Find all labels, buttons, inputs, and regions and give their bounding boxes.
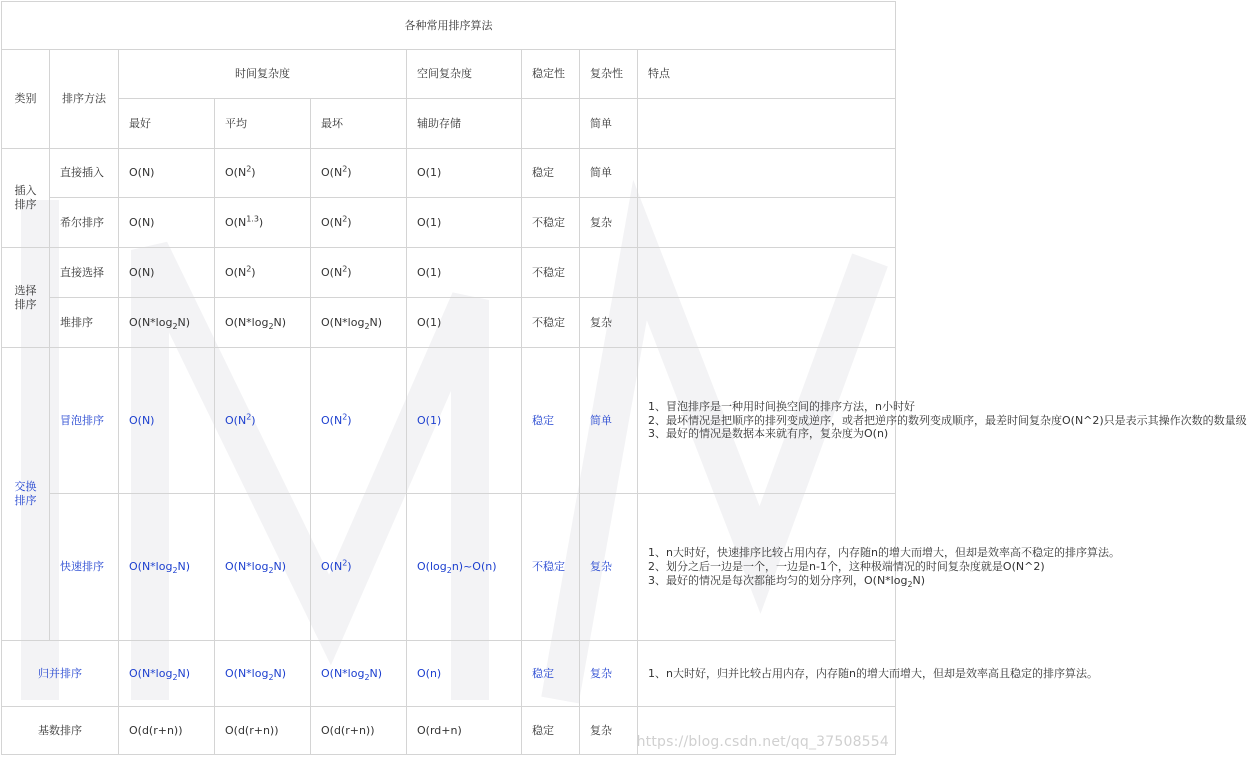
method-cell: 归并排序	[2, 641, 119, 707]
watermark-text: https://blog.csdn.net/qq_37508554	[636, 734, 889, 750]
complexity-cell: 复杂	[580, 298, 638, 348]
space-cell: O(1)	[407, 348, 522, 494]
complexity-cell: 简单	[580, 348, 638, 494]
average-cell: $O(N^2)$	[215, 348, 311, 494]
feature-note: 1、n大时好，快速排序比较占用内存，内存随n的增大而增大，但却是效率高不稳定的排序算法。	[648, 546, 1120, 560]
space-cell: O(1)	[407, 298, 522, 348]
space-cell: O(1)	[407, 198, 522, 248]
space-cell: O(1)	[407, 248, 522, 298]
complexity-cell: 简单	[580, 149, 638, 198]
group-exchange	[2, 348, 50, 641]
header-time: 时间复杂度	[119, 50, 407, 99]
features-cell	[638, 494, 1120, 641]
complexity-cell: 复杂	[580, 494, 638, 641]
header-space: 空间复杂度	[407, 50, 522, 99]
group-label: 排序	[14, 494, 37, 507]
table-row	[2, 494, 896, 641]
space-cell: O(rd+n)	[407, 707, 522, 755]
method-cell: 快速排序	[50, 494, 119, 641]
features-cell	[638, 149, 896, 198]
features-cell	[638, 298, 896, 348]
worst-cell: $O(N^2)$	[311, 149, 407, 198]
table-row	[2, 198, 896, 248]
table-title: 各种常用排序算法	[2, 2, 896, 50]
method-cell: 冒泡排序	[50, 348, 119, 494]
features-cell	[638, 348, 1247, 494]
group-label: 排序	[14, 297, 37, 311]
group-label: 交换	[14, 480, 37, 494]
stability-cell: 稳定	[522, 707, 580, 755]
stability-cell: 稳定	[522, 348, 580, 494]
space-cell: O(1)	[407, 149, 522, 198]
worst-cell: $O(N^2)$	[311, 348, 407, 494]
method-cell: 基数排序	[2, 707, 119, 755]
best-cell: O(d(r+n))	[119, 707, 215, 755]
sorting-algorithms-table	[1, 1, 1247, 755]
best-cell: O(N)	[119, 149, 215, 198]
features-cell	[638, 641, 1098, 707]
worst-cell: $O(N^2)$	[311, 248, 407, 298]
group-label: 选择	[14, 283, 37, 297]
header-average: 平均	[215, 99, 311, 149]
group-label: 插入	[14, 184, 37, 198]
table-row	[2, 348, 896, 494]
header-features: 特点	[638, 50, 896, 99]
header-complexity-sub: 简单	[580, 99, 638, 149]
features-cell	[638, 248, 896, 298]
group-label: 排序	[14, 198, 37, 211]
space-cell: O(n)	[407, 641, 522, 707]
space-cell: $O(\log_2n)\sim O(n)$	[407, 494, 522, 641]
header-category: 类别	[2, 50, 50, 149]
best-cell: O(N)	[119, 198, 215, 248]
worst-cell: $O(N*\log_2N)$	[311, 298, 407, 348]
header-best: 最好	[119, 99, 215, 149]
feature-note: 2、划分之后一边是一个，一边是n-1个，这种极端情况的时间复杂度就是O(N^2)	[648, 560, 1045, 574]
complexity-cell: 复杂	[580, 707, 638, 755]
average-cell: $O(N*\log_2N)$	[215, 641, 311, 707]
feature-note: 2、最坏情况是把顺序的排列变成逆序，或者把逆序的数列变成顺序，最差时间复杂度O(N^2)只是表示其操作次数的数量级	[648, 413, 1247, 427]
feature-note: 1、n大时好，归并比较占用内存，内存随n的增大而增大，但却是效率高且稳定的排序算法。	[648, 666, 1098, 680]
stability-cell: 稳定	[522, 149, 580, 198]
stability-cell: 不稳定	[522, 494, 580, 641]
header-empty-cell	[522, 99, 580, 149]
table-row	[2, 248, 896, 298]
feature-note: 3、最好的情况是每次都能均匀的划分序列，$O(N*\log_2N)$	[648, 573, 926, 590]
average-cell: O(d(r+n))	[215, 707, 311, 755]
stability-cell: 不稳定	[522, 198, 580, 248]
method-cell: 堆排序	[50, 298, 119, 348]
header-empty-cell	[638, 99, 896, 149]
table-row	[2, 298, 896, 348]
table-row	[2, 149, 896, 198]
feature-note: 1、冒泡排序是一种用时间换空间的排序方法，n小时好	[648, 399, 915, 413]
table-row	[2, 641, 896, 707]
worst-cell: $O(N^2)$	[311, 494, 407, 641]
average-cell: $O(N*\log_2N)$	[215, 298, 311, 348]
best-cell: O(N)	[119, 248, 215, 298]
average-cell: $O(N*\log_2N)$	[215, 494, 311, 641]
feature-note: 3、最好的情况是数据本来就有序，复杂度为O(n)	[648, 427, 889, 441]
complexity-cell: 复杂	[580, 198, 638, 248]
group-insert	[2, 149, 50, 248]
method-cell: 直接选择	[50, 248, 119, 298]
method-cell: 希尔排序	[50, 198, 119, 248]
header-stability: 稳定性	[522, 50, 580, 99]
average-cell: $O(N^{1.3})$	[215, 198, 311, 248]
features-cell	[638, 198, 896, 248]
header-worst: 最坏	[311, 99, 407, 149]
complexity-cell	[580, 248, 638, 298]
complexity-cell: 复杂	[580, 641, 638, 707]
stability-cell: 不稳定	[522, 298, 580, 348]
method-cell: 直接插入	[50, 149, 119, 198]
best-cell: O(N)	[119, 348, 215, 494]
average-cell: $O(N^2)$	[215, 248, 311, 298]
header-complexity: 复杂性	[580, 50, 638, 99]
worst-cell: $O(N^2)$	[311, 198, 407, 248]
header-aux: 辅助存储	[407, 99, 522, 149]
header-method: 排序方法	[50, 50, 119, 149]
best-cell: $O(N*\log_2N)$	[119, 298, 215, 348]
worst-cell: $O(N*\log_2N)$	[311, 641, 407, 707]
best-cell: $O(N*\log_2N)$	[119, 641, 215, 707]
best-cell: $O(N*\log_2N)$	[119, 494, 215, 641]
group-select	[2, 248, 50, 348]
stability-cell: 不稳定	[522, 248, 580, 298]
stability-cell: 稳定	[522, 641, 580, 707]
average-cell: $O(N^2)$	[215, 149, 311, 198]
worst-cell: O(d(r+n))	[311, 707, 407, 755]
